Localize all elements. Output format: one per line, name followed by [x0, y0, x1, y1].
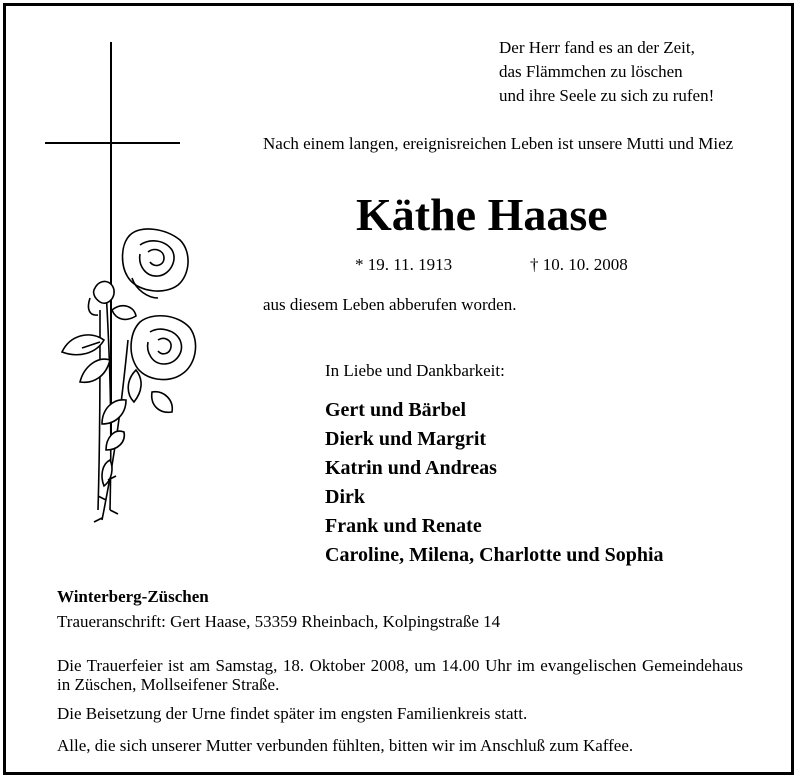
death-date: † 10. 10. 2008 — [530, 255, 628, 274]
poem — [499, 36, 714, 108]
family-member: Katrin und Andreas — [325, 457, 497, 479]
family-member: Gert und Bärbel — [325, 399, 467, 421]
family-member: Dirk — [325, 486, 365, 508]
cross-and-roses-illustration — [40, 40, 200, 560]
mourning-address: Traueranschrift: Gert Haase, 53359 Rheinbach, Kolpingstraße 14 — [57, 612, 501, 631]
coffee-info: Alle, die sich unserer Mutter verbunden fühlten, bitten wir im Anschluß zum Kaffee. — [57, 736, 634, 755]
place-name: Winterberg-Züschen — [57, 587, 209, 606]
intro-text: Nach einem langen, ereignisreichen Leben ist unsere Mutti und Miez — [263, 134, 734, 153]
family-list — [325, 396, 664, 570]
birth-date: * 19. 11. 1913 — [355, 255, 453, 274]
poem-line: das Flämmchen zu löschen — [499, 62, 683, 81]
poem-line: und ihre Seele zu sich zu rufen! — [499, 86, 715, 105]
poem-line: Der Herr fand es an der Zeit, — [499, 38, 695, 57]
deceased-name: Käthe Haase — [356, 189, 608, 240]
rose-illustration-icon — [62, 229, 196, 522]
family-member: Dierk und Margrit — [325, 428, 487, 450]
funeral-info: Die Trauerfeier ist am Samstag, 18. Oktober 2008, um 14.00 Uhr im evangelischen Gemeindehaus in Züschen, Mollseifener Straße. — [57, 656, 743, 694]
thanks-heading: In Liebe und Dankbarkeit: — [325, 361, 505, 380]
family-member: Frank und Renate — [325, 515, 482, 537]
family-member: Caroline, Milena, Charlotte und Sophia — [325, 544, 664, 566]
burial-info: Die Beisetzung der Urne findet später im engsten Familienkreis statt. — [57, 704, 528, 723]
outro-text: aus diesem Leben abberufen worden. — [263, 295, 517, 314]
